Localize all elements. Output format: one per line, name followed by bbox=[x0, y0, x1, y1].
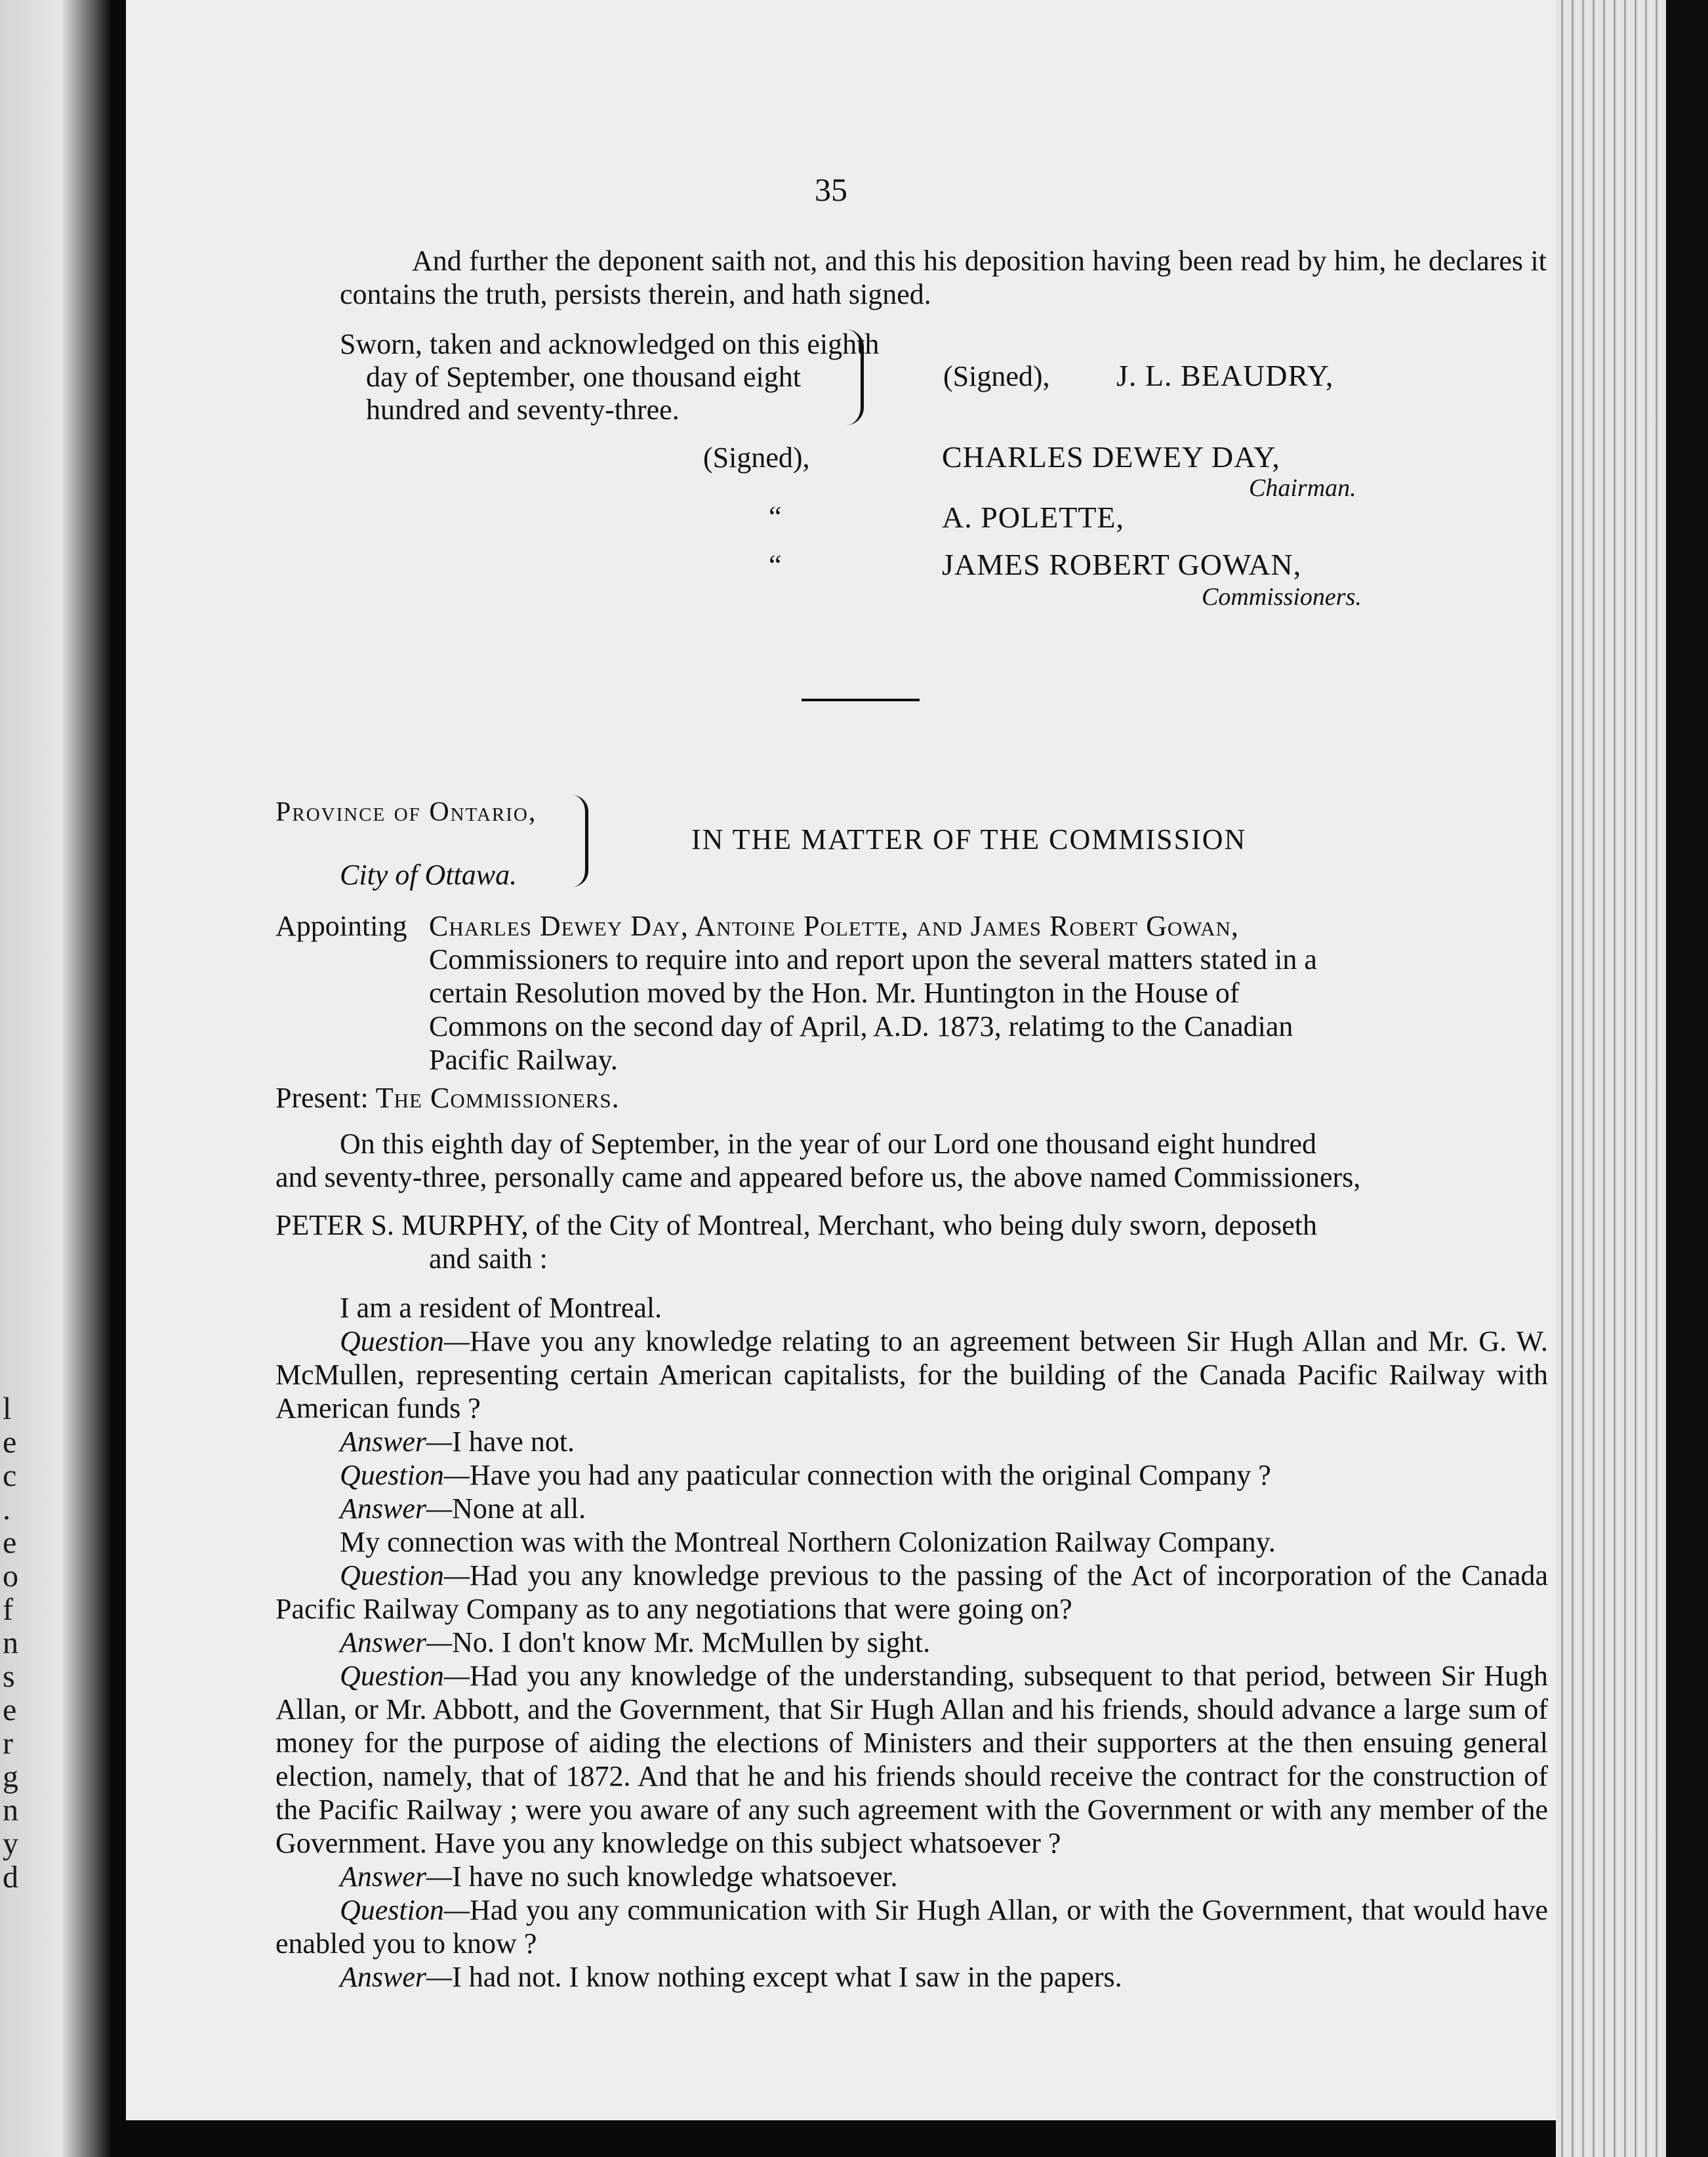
testimony-entry bbox=[275, 1291, 1548, 1325]
margin-letter: e bbox=[3, 1425, 17, 1460]
margin-letter: g bbox=[3, 1759, 18, 1794]
testimony-text: My connection was with the Montreal Northern Colonization Railway Company. bbox=[340, 1526, 1276, 1558]
testimony-entry bbox=[275, 1626, 1548, 1659]
testimony-text: I have no such knowledge whatsoever. bbox=[452, 1860, 898, 1893]
book-edge-shadow bbox=[1666, 0, 1708, 2157]
testimony-label: Answer— bbox=[340, 1626, 453, 1658]
closing-paragraph: And further the deponent saith not, and this his deposition having been read by him, he declares it contains the truth, persists therein, and hath signed. bbox=[340, 245, 1547, 310]
margin-letter: n bbox=[3, 1793, 18, 1828]
appointment-line-4: Pacific Railway. bbox=[429, 1044, 618, 1076]
testimony-label: Question— bbox=[340, 1660, 470, 1692]
testimony-text: None at all. bbox=[452, 1492, 586, 1525]
testimony-block bbox=[275, 1291, 1548, 1994]
testimony-label: Answer— bbox=[340, 1961, 453, 1993]
testimony-label: Question— bbox=[340, 1559, 470, 1592]
testimony-label: Question— bbox=[340, 1894, 470, 1926]
testimony-text: Have you any knowledge relating to an agreement between Sir Hugh Allan and Mr. G. W. McMullen, representing certain American capitalists, for the building of the Canada Pacific Railway with American funds ? bbox=[275, 1325, 1548, 1424]
testimony-label: Answer— bbox=[340, 1860, 453, 1893]
testimony-entry bbox=[275, 1559, 1548, 1626]
testimony-label: Answer— bbox=[340, 1492, 453, 1525]
testimony-entry bbox=[275, 1525, 1548, 1559]
venue-brace bbox=[572, 795, 588, 887]
testimony-text: I had not. I know nothing except what I saw in the papers. bbox=[452, 1961, 1122, 1993]
testimony-entry bbox=[275, 1960, 1548, 1994]
margin-letter: o bbox=[3, 1559, 18, 1593]
sworn-line-1: Sworn, taken and acknowledged on this eighth bbox=[340, 328, 880, 360]
page-number: 35 bbox=[815, 171, 847, 208]
ditto-mark-1: “ bbox=[769, 501, 782, 533]
margin-letter: l bbox=[3, 1391, 12, 1426]
intro-line-1: On this eighth day of September, in the year of our Lord one thousand eight hundred bbox=[340, 1128, 1316, 1160]
margin-letter: e bbox=[3, 1693, 17, 1727]
margin-letter: d bbox=[3, 1860, 18, 1895]
deponent-signed-label: (Signed), bbox=[943, 360, 1050, 392]
present-label: Present: bbox=[275, 1082, 369, 1114]
testimony-text: Had you any knowledge of the understanding, subsequent to that period, between Sir Hugh Allan, or Mr. Abbott, and the Government, that Sir Hugh Allan and his friends, should advance a large sum of money for the purpose of aiding the elections of Ministers and their supporters at the then ensuing general election, namely, that of 1872. And that he and his friends should receive the contract for the construction of the Pacific Railway ; were you aware of any such agreement with the Government or with any member of the Government. Have you any knowledge on this subject whatsoever ? bbox=[275, 1660, 1548, 1859]
ditto-mark-2: “ bbox=[769, 549, 782, 581]
sworn-block bbox=[340, 328, 879, 426]
appointment-line-3: Commons on the second day of April, A.D. 1873, relatimg to the Canadian bbox=[429, 1010, 1293, 1042]
testimony-text: I have not. bbox=[452, 1426, 575, 1458]
appointment-line-1: Commissioners to require into and report upon the several matters stated in a bbox=[429, 943, 1317, 976]
margin-letter: f bbox=[3, 1592, 13, 1627]
margin-letter: r bbox=[3, 1726, 13, 1761]
testimony-text: Had you any communication with Sir Hugh Allan, or with the Government, that would have enabled you to know ? bbox=[275, 1894, 1548, 1960]
intro-line-2: and seventy-three, personally came and appeared before us, the above named Commissioners, bbox=[275, 1161, 1361, 1193]
witness-line-1: PETER S. MURPHY, of the City of Montreal, Merchant, who being duly sworn, deposeth bbox=[275, 1209, 1317, 1241]
testimony-label: Question— bbox=[340, 1325, 470, 1357]
testimony-label: Answer— bbox=[340, 1426, 453, 1458]
margin-letter: n bbox=[3, 1626, 18, 1660]
margin-letter: c bbox=[3, 1458, 17, 1493]
present-line bbox=[275, 1081, 620, 1115]
appointment-body bbox=[429, 943, 1544, 1077]
present-value: The Commissioners. bbox=[375, 1082, 620, 1114]
adjacent-page-strip bbox=[0, 0, 110, 2157]
testimony-text: No. I don't know Mr. McMullen by sight. bbox=[452, 1626, 931, 1658]
testimony-entry bbox=[275, 1458, 1548, 1492]
commission-signed-label: (Signed), bbox=[703, 442, 810, 474]
deponent-signature: J. L. BEAUDRY, bbox=[1116, 359, 1334, 392]
margin-letter: e bbox=[3, 1525, 17, 1560]
testimony-entry bbox=[275, 1492, 1548, 1525]
testimony-entry bbox=[275, 1860, 1548, 1893]
section-divider bbox=[802, 699, 920, 701]
sworn-brace bbox=[846, 329, 864, 425]
commissioner-signature-1: A. POLETTE, bbox=[942, 501, 1125, 534]
testimony-entry bbox=[275, 1893, 1548, 1960]
testimony-entry bbox=[275, 1659, 1548, 1860]
commissioner-signature-2: JAMES ROBERT GOWAN, bbox=[942, 548, 1302, 581]
sworn-line-3: hundred and seventy-three. bbox=[366, 394, 680, 426]
witness-line-2: and saith : bbox=[429, 1243, 548, 1275]
sworn-line-2: day of September, one thousand eight bbox=[366, 361, 801, 393]
appointment-line-2: certain Resolution moved by the Hon. Mr. Huntington in the House of bbox=[429, 977, 1240, 1009]
testimony-text: Have you had any paaticular connection with the original Company ? bbox=[470, 1459, 1271, 1491]
venue-city: City of Ottawa. bbox=[340, 859, 518, 891]
appointment-names: Charles Dewey Day, Antoine Polette, and James Robert Gowan, bbox=[429, 910, 1239, 942]
testimony-label: Question— bbox=[340, 1459, 470, 1491]
chairman-title: Chairman. bbox=[1249, 474, 1356, 502]
venue-province: Province of Ontario, bbox=[275, 797, 537, 827]
commissioners-title: Commissioners. bbox=[1202, 583, 1362, 611]
chairman-signature: CHARLES DEWEY DAY, bbox=[942, 440, 1280, 474]
appointment-lead: Appointing bbox=[275, 910, 407, 942]
testimony-text: I am a resident of Montreal. bbox=[340, 1292, 662, 1324]
testimony-text: Had you any knowledge previous to the passing of the Act of incorporation of the Canada Pacific Railway Company as to any negotiations that were going on? bbox=[275, 1559, 1548, 1625]
margin-letter: . bbox=[3, 1492, 10, 1527]
document-page bbox=[126, 0, 1558, 2120]
margin-letter: y bbox=[3, 1826, 18, 1861]
testimony-entry bbox=[275, 1425, 1548, 1458]
margin-letter: s bbox=[3, 1659, 15, 1694]
testimony-entry bbox=[275, 1325, 1548, 1425]
commission-heading: IN THE MATTER OF THE COMMISSION bbox=[691, 823, 1247, 855]
